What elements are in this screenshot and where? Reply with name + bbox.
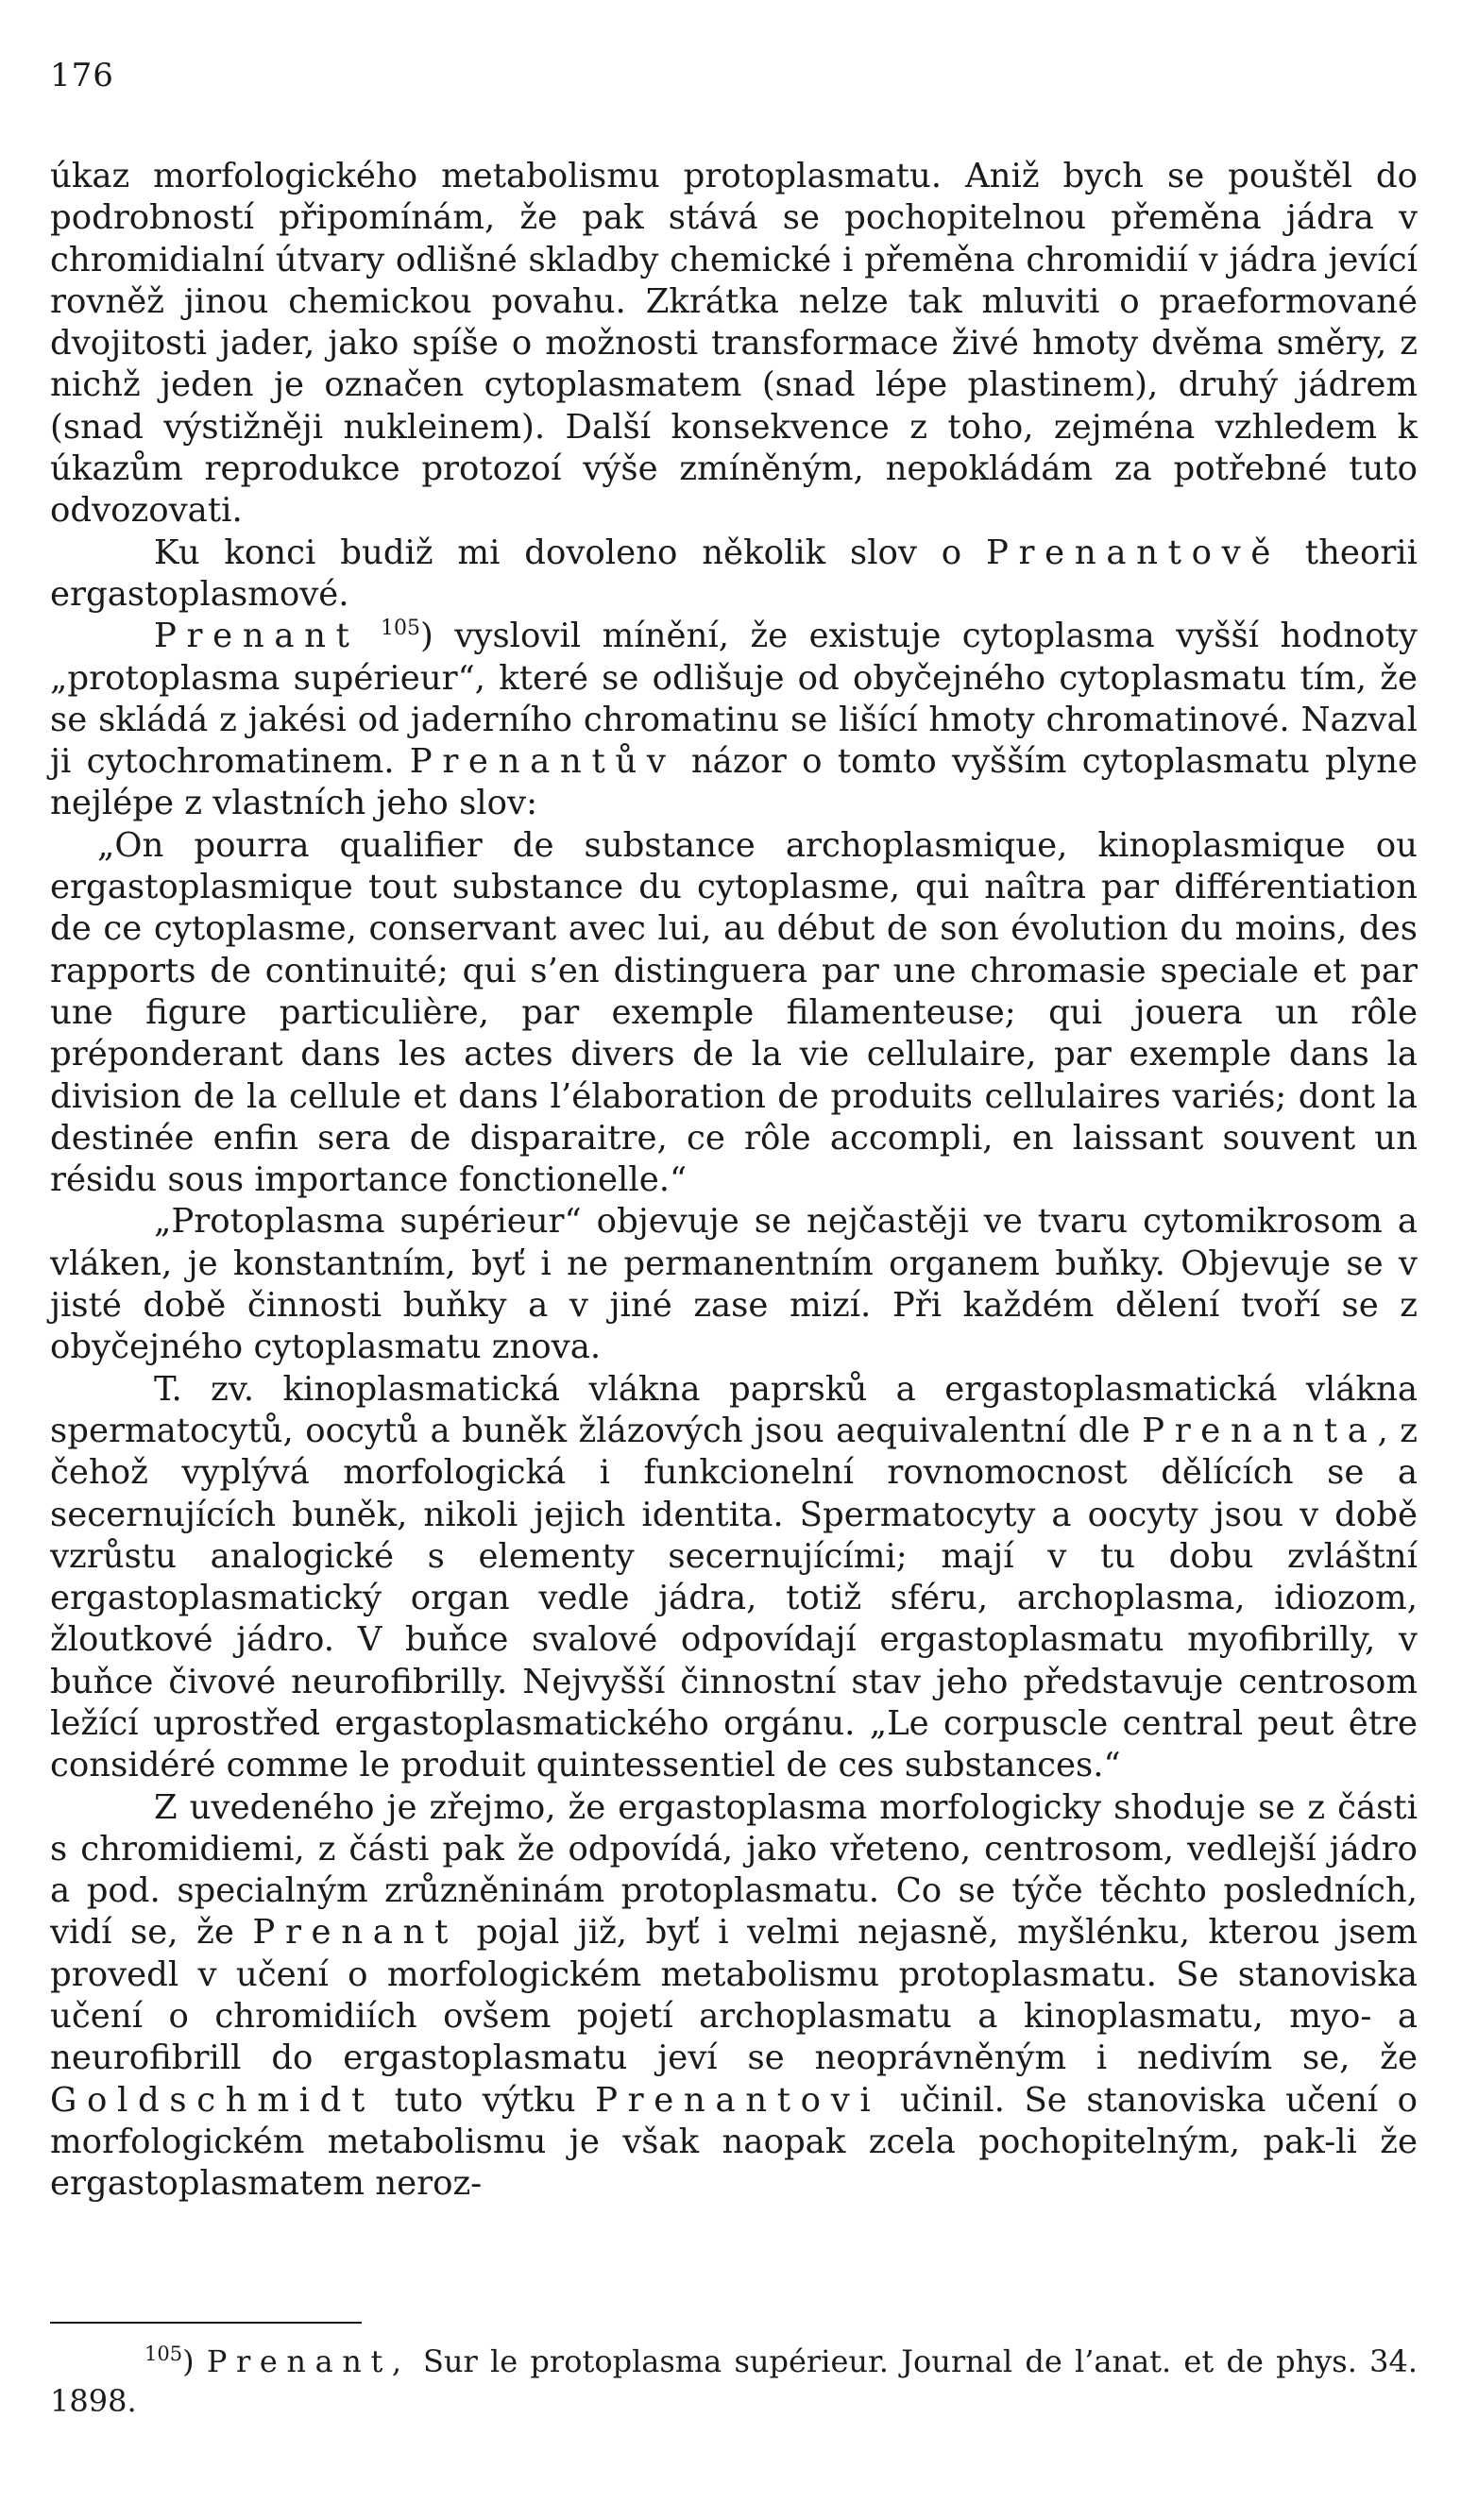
author-name-prenant: Prenantův <box>409 742 676 782</box>
paragraph-2-text-a: Ku konci budiž mi dovoleno několik slov o <box>154 533 987 572</box>
paragraph-2-text-b: theorii ergastoplasmové. <box>50 533 1418 614</box>
paragraph-6-text-b: , z čehož vyplývá morfologická i funkcionelní rovnomocnost dělících se a secernujících buněk, nikoli jejich identita. Spermatocyty a oocyty jsou v době vzrůstu analogické s elementy secernujícími; mají v tu dobu zvláštní ergastoplasmatický organ vedle jádra, totiž sféru, archoplasma, idiozom, žloutkové jádro. V buňce svalové odpovídají ergastoplasmatu myofibrilly, v buňce čivové neurofibrilly. Nejvyšší činnostní stav jeho představuje centrosom ležící uprostřed ergastoplasmatického orgánu. „Le corpuscle central peut être considéré comme le produit quintessentiel de ces substances.“ <box>50 1411 1418 1785</box>
author-name-prenant: Prenant <box>252 1913 458 1953</box>
page-number: 176 <box>50 57 114 94</box>
paragraph-3-text-b: názor o tomto vyšším cytoplasmatu plyne nejlépe z vlastních jeho slov: <box>50 742 1418 823</box>
paragraph-6-text-a: T. zv. kinoplasmatická vlákna paprsků a ergastoplasmatická vlákna spermatocytů, oocytů a buněk žlázových jsou aequivalentní dle <box>50 1369 1418 1450</box>
author-name-prenant: Prenantově <box>986 533 1281 572</box>
author-name-goldschmidt: Goldschmidt <box>50 2080 375 2120</box>
body-text <box>50 156 1418 2206</box>
paragraph-3 <box>50 616 1418 824</box>
footnote-text: Sur le protoplasma supérieur. Journal de l’anat. et de phys. 34. 1898. <box>50 2343 1419 2419</box>
footnote-reference: 105 <box>381 617 421 641</box>
author-name-prenant: Prenanta <box>1142 1411 1378 1450</box>
paragraph-6 <box>50 1369 1418 1787</box>
author-name-prenant: Prenant <box>154 617 360 656</box>
paragraph-7-text-b: pojal již, byť i velmi nejasně, myšlénku, kterou jsem provedl v učení o morfologickém metabolismu protoplasmatu. Se stanoviska učení o chromidiích ovšem pojetí archoplasmatu a kinoplasmatu, myo- a neurofibrill do ergastoplasmatu jeví se neoprávněným i nedivím se, že <box>50 1913 1418 2078</box>
paragraph-2 <box>50 533 1418 617</box>
author-name-prenant: Prenantovi <box>595 2080 881 2120</box>
footnote: $^{105}$) Prenant, Sur le protoplasma supérieur. Journal de l’anat. et de phys. 34. 1898. <box>50 2342 1419 2419</box>
paragraph-1: úkaz morfologického metabolismu protoplasmatu. Aniž bych se pouštěl do podrobností připomínám, že pak stává se pochopitelnou přeměna jádra v chromidialní útvary odlišné skladby chemické i přeměna chromidií v jádra jevící rovněž jinou chemickou povahu. Zkrátka nelze tak mluviti o praeformované dvojitosti jader, jako spíše o možnosti transformace živé hmoty dvěma směry, z nichž jeden je označen cytoplasmatem (snad lépe plastinem), druhý jádrem (snad výstižněji nukleinem). Další konsekvence z toho, zejména vzhledem k úkazům reprodukce protozoí výše zmíněným, nepokládám za potřebné tuto odvozovati. <box>50 157 1418 531</box>
paragraph-7 <box>50 1787 1418 2206</box>
footnote-mark: 105 <box>144 2342 183 2366</box>
footnote-author: Prenant, <box>206 2343 411 2379</box>
paragraph-5: „Protoplasma supérieur“ objevuje se nejčastěji ve tvaru cytomikrosom a vláken, je konstantním, byť i ne permanentním organem buňky. Objevuje se v jisté době činnosti buňky a v jiné zase mizí. Při každém dělení tvoří se z obyčejného cytoplasmatu znova. <box>50 1202 1418 1367</box>
paragraph-7-text-d: učinil. Se stanoviska učení o morfologickém metabolismu je však naopak zcela pochopitelným, pak-li že ergastoplasmatem neroz- <box>50 2080 1418 2204</box>
paragraph-4-quote: „On pourra qualifier de substance archoplasmique, kinoplasmique ou ergastoplasmique tout substance du cytoplasme, qui naîtra par différentiation de ce cytoplasme, conservant avec lui, au début de son évolution du moins, des rapports de continuité; qui s’en distinguera par une chromasie speciale et par une figure particulière, par exemple filamenteuse; qui jouera un rôle préponderant dans les actes divers de la vie cellulaire, par exemple dans la division de la cellule et dans l’élaboration de produits cellulaires variés; dont la destinée enfin sera de disparaitre, ce rôle accompli, en laissant souvent un résidu sous importance fonctionelle.“ <box>50 825 1418 1200</box>
footnote-divider <box>50 2322 362 2324</box>
paragraph-3-text-a: ) vyslovil mínění, že existuje cytoplasma vyšší hodnoty „protoplasma supérieur“, které se odlišuje od obyčejného cytoplasmatu tím, že se skládá z jakési od jaderního chromatinu se lišící hmoty chromatinové. Nazval ji cytochromatinem. <box>50 617 1418 782</box>
paragraph-7-text-c: tuto výtku <box>374 2080 596 2120</box>
paragraph-7-text-a: Z uvedeného je zřejmo, že ergastoplasma morfologicky shoduje se z části s chromidiemi, z části pak že odpovídá, jako vřeteno, centrosom, vedlejší jádro a pod. specialným zrůzněninám protoplasmatu. Co se týče těchto posledních, vidí se, že <box>50 1787 1418 1953</box>
